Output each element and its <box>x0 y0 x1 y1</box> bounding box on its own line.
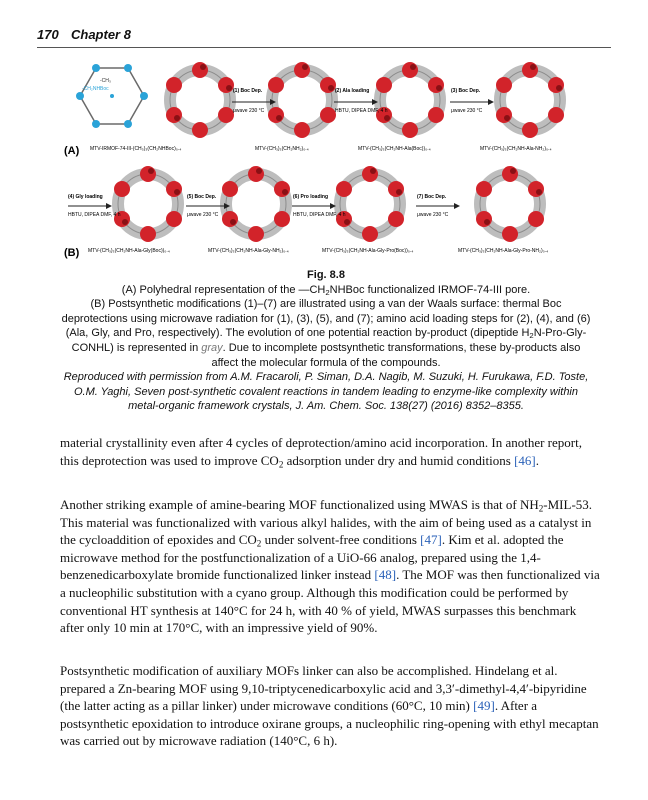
citation-49[interactable]: [49] <box>473 698 495 714</box>
legend-ch3: -CH₃ <box>100 78 111 84</box>
paragraph-2: Another striking example of amine-bearing MOF functionalized using MWAS is that of $NH_2-MIL-53$. This material was functionalized with various alkyl halides, with the aim of being used as a catalyst in the cycloaddition of epoxides and $CO_2$ under solvent-free conditions [47]. Kim et al. adopted the microwave method for the postfunctionalization of a UiO-66 analog, prepared using the 1,4-benzenedicarboxylate bromide functionalized linker instead [48]. The MOF was then functionalized via a nucleophilic substitution with a cyano group. Although this modification could be performed by conventional HT synthesis at 140°C for 24 h, with 40 % of yield, MWAS surpasses this benchmark after only 10 min at 170°C, with an impressive yield of 90%. <box>60 497 600 636</box>
step-1-cond: μwave 230 °C <box>233 108 265 114</box>
compound-a2: MTV-(CH₃)₃(CH₂NH₂)₀.₄ <box>255 146 309 152</box>
paragraph-3 <box>60 662 602 750</box>
page-number: 170 <box>37 27 59 42</box>
step-7-cond: μwave 230 °C <box>417 212 449 218</box>
ring-a2 <box>268 62 336 138</box>
p1-text-1: material crystallinity even after 4 cycles of deprotection/amino acid incorporation. In another report, this deprotection was used to improve CO <box>60 435 582 468</box>
p2-text-2: -MIL-53. This material was functionalized with various alkyl halides, with the aim of being used as a catalyst in the cycloaddition of epoxides and CO <box>60 497 593 548</box>
arrow-b3 <box>292 203 336 209</box>
citation-47[interactable]: [47] <box>420 532 442 548</box>
ring-b2 <box>222 166 290 242</box>
step-2-cond: HBTU, DIPEA DMF, 4 h <box>335 108 388 114</box>
step-3-cond: μwave 230 °C <box>451 108 483 114</box>
panel-a-polyhedron <box>76 64 148 128</box>
arrow-a2 <box>334 99 378 105</box>
p3-text-2: . After a postsynthetic epoxidation to introduce oxirane groups, a nucleophilic ring-opening with ethyl mecaptan was carried out by microwave radiation (140°C, 6 h). <box>60 698 599 749</box>
citation-48[interactable]: [48] <box>374 567 397 583</box>
header-rule <box>37 47 611 48</box>
citation-46[interactable]: [46] <box>514 452 536 468</box>
p2-text-1: Another striking example of amine-bearing MOF functionalized using MWAS is that of NH <box>60 497 539 512</box>
ring-a4 <box>496 62 564 138</box>
figure-label: Fig. 8.8 <box>307 269 345 281</box>
paragraph-1: material crystallinity even after 4 cycles of deprotection/amino acid incorporation. In another report, this deprotection was used to improve $CO_2$ adsorption under dry and humid conditions [46]. <box>60 435 582 469</box>
compound-b1: MTV-(CH₃)₃(CH₂NH-Ala-Gly(Boc))₀.₄ <box>88 248 170 254</box>
caption-b: (B) Postsynthetic modifications (1)–(7) are illustrated using a van der Waals surface: thermal Boc deprotections using microwave radiation for (1), (3), (5), and (7); amino acid loading steps for (2), (4), and (6) (Ala, Gly, and Pro, respectively). The evolution of one potential reaction by-product (dipeptide $H_2N-Pro-Gly-CONHL$) is represented in gray. Due to incomplete postsynthetic transformations, these by-products also affect the molecular formula of the compounds. <box>61 298 591 369</box>
figure-caption <box>60 268 592 414</box>
running-header <box>37 27 611 47</box>
compound-b4: MTV-(CH₃)₃(CH₂NH-Ala-Gly-Pro-NH₂)₀.₄ <box>458 248 549 254</box>
compound-a4: MTV-(CH₃)₃(CH₂NH-Ala-NH₂)₀.₄ <box>480 146 552 152</box>
caption-credit: Reproduced with permission from A.M. Fracaroli, P. Siman, D.A. Nagib, M. Suzuki, H. Furukawa, F.D. Toste, O.M. Yaghi, Seven post-synthetic covalent reactions in tandem leading to enzyme-like complexity within metal-organic framework crystals, J. Am. Chem. Soc. 138(27) (2016) 8352–8355. <box>63 371 589 413</box>
step-7-title: (7) Boc Dep. <box>417 194 447 200</box>
ring-b3 <box>336 166 404 242</box>
ring-b1 <box>114 166 182 242</box>
step-3-title: (3) Boc Dep. <box>451 88 481 94</box>
step-5-title: (5) Boc Dep. <box>187 194 217 200</box>
ring-b4 <box>476 166 544 242</box>
caption-a: (A) Polyhedral representation of the $—CH_2NHBoc$ functionalized IRMOF-74-III pore. <box>121 283 531 297</box>
caption-gray-word: gray <box>201 341 223 354</box>
ring-a1 <box>166 62 234 138</box>
caption-a-part2: NHBoc functionalized IRMOF-74-III pore. <box>329 283 531 296</box>
arrow-b1 <box>68 203 112 209</box>
p3-text-1: Postsynthetic modification of auxiliary MOFs linker can also be accomplished. Hindelang et al. prepared a Zn-bearing MOF using 9,10-triptycenedicarboxylic acid and 3,3′-dimethyl-4,4′-bipyridine (the latter acting as a pillar linker) under microwave conditions (60°C, 10 min) <box>60 663 587 714</box>
compound-b3: MTV-(CH₃)₃(CH₂NH-Ala-Gly-Pro(Boc))₀.₄ <box>322 248 414 254</box>
step-6-cond: HBTU, DIPEA DMF, 4 h <box>293 212 346 218</box>
arrow-a3 <box>450 99 494 105</box>
p2-text-4: . Kim et al. adopted the microwave method for the postfunctionalization of a UiO-66 analog, prepared using the 1,4-benzenedicarboxylate bromide functionalized linker instead <box>60 532 564 583</box>
caption-a-part1: (A) Polyhedral representation of the —CH <box>121 283 326 296</box>
panel-a-label: (A) <box>64 145 80 157</box>
arrow-b4 <box>416 203 460 209</box>
ring-a3 <box>376 62 444 138</box>
step-1-title: (1) Boc Dep. <box>233 88 263 94</box>
p1-text-2: adsorption under dry and humid conditions <box>283 452 515 468</box>
compound-a3: MTV-(CH₃)₃(CH₂NH-Ala(Boc))₀.₄ <box>358 146 431 152</box>
p2-text-3: under solvent-free conditions <box>261 532 421 548</box>
compound-b2: MTV-(CH₃)₃(CH₂NH-Ala-Gly-NH₂)₀.₄ <box>208 248 289 254</box>
step-4-title: (4) Gly loading <box>68 194 103 200</box>
p1-text-3: . <box>535 452 539 468</box>
figure-8-8 <box>60 52 600 266</box>
panel-b-label: (B) <box>64 247 80 259</box>
step-6-title: (6) Pro loading <box>293 194 328 200</box>
p2-text-5: . The MOF was then functionalized via a nucleophilic substitution with a cyano group. Although this modification could be performed by conventional HT synthesis at 140°C for 24 h, with 40 % of yield, MWAS surpasses this benchmark after only 10 min at 170°C, with an impressive yield of 90%. <box>60 567 600 636</box>
step-5-cond: μwave 230 °C <box>187 212 219 218</box>
compound-a1: MTV-IRMOF-74-III-(CH₃)₃(CH₂NHBoc)₀.₄ <box>90 146 182 152</box>
step-2-title: (2) Ala loading <box>335 88 370 94</box>
caption-b-part1: (B) Postsynthetic modifications (1)–(7) are illustrated using a van der Waals surface: thermal Boc deprotections using microwave radiation for (1), (3), (5), and (7); amino acid loading steps for (2), (4), and (6) (Ala, Gly, and Pro, respectively). The evolution of one potential reaction by-product (dipeptide H <box>61 298 591 340</box>
legend-boc: -CH₂NHBoc <box>82 86 109 92</box>
caption-b-part3: . Due to incomplete postsynthetic transformations, these by-products also affect the molecular formula of the compounds. <box>211 341 581 369</box>
step-4-cond: HBTU, DIPEA DMF, 4 h <box>68 212 121 218</box>
caption-b-part2: N-Pro-Gly-CONHL) is represented in <box>71 327 587 354</box>
chapter-title: Chapter 8 <box>71 27 131 42</box>
